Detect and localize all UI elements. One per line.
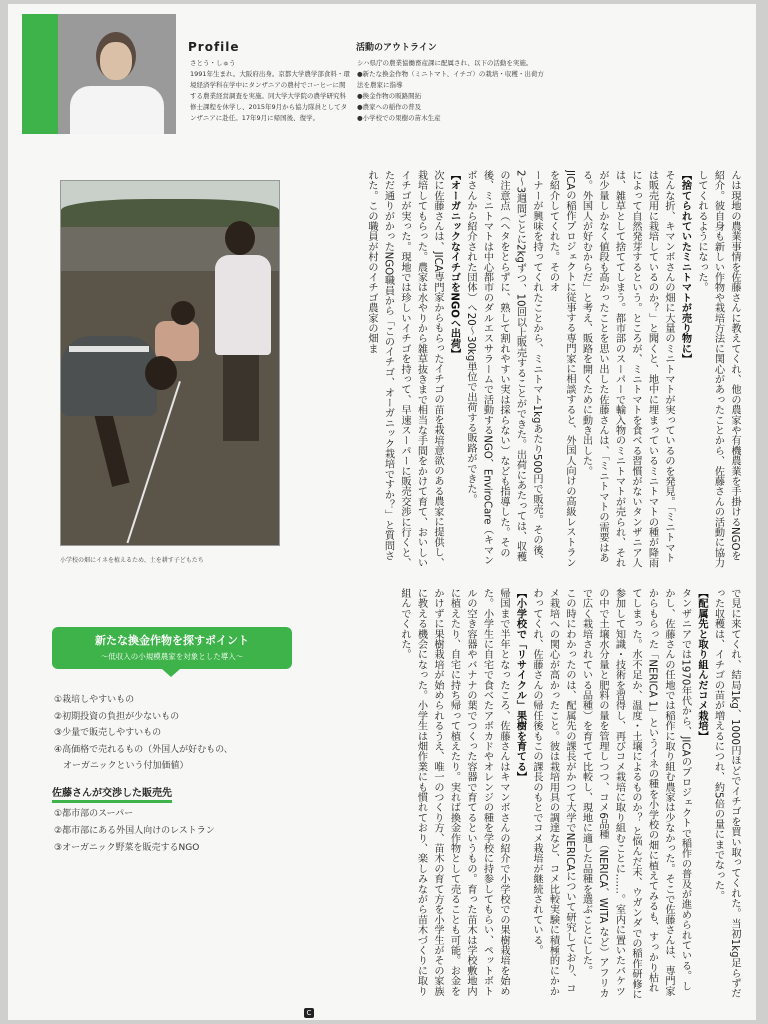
- point-item: ①栽培しやすいもの: [54, 695, 135, 705]
- portrait-face: [100, 42, 132, 80]
- body-paragraph: 帰国まで半年となったころ、佐藤さんはキマンボさんの紹介で小学校での果樹栽培を始めた。小学生に自宅で食べたアボカドやオレンジの種を学校に持参してもらい、ペットボトルの空き容器やバナナの葉でつくった容器で育てるというもの。育った苗木は学校敷地内に植えたり、自宅に持ち帰って植えたり。実れば換金作物として売ることも可能。お金をかけずに果樹栽培が始められるうえ、唯一のつくり方、苗木の育て方を小学生がその家族に教える機会になった。小学生は畑作業にも慣れており、楽しみながら苗木づくりに取り組んでくれた。: [399, 588, 509, 996]
- section-heading-tomato: 【捨てられていたミニトマトが売り物に】: [679, 170, 691, 364]
- body-text-upper: [292, 170, 742, 570]
- section-heading-fruit: 【小学校で「リサイクル」果樹を育てる】: [514, 588, 526, 782]
- outline-block: [357, 58, 547, 124]
- section-heading-rice: 【配属先と取り組んだコメ栽培】: [696, 588, 707, 741]
- point-item: オーガニックという付加価値）: [54, 761, 189, 771]
- body-paragraph: そんな折、キマンボさんの畑に大量のミニトマトが実っているのを発見。「ミニトマトは販売用に栽培しているのか？」と聞くと、地中に埋まっているミニトマトの種が降雨によって自然発芽するという。ところが、ミニトマトを食べる習慣がないタンザニア人は、雑草として捨ててしまう。都市部のスーパーで輸入物のミニトマトが売られ、それが少量しかなく値段も高かったことを思い出した佐藤さんは、「ミニトマトの需要はある。外国人が好むからだ」と考え、販路を開くために動き出した。: [580, 170, 674, 568]
- point-item: ③少量で販売しやすいもの: [54, 728, 162, 738]
- outline-intro: シハ県庁の農業協働畜産課に配属され、以下の活動を実施。: [357, 59, 533, 67]
- body-paragraph: タンザニアでは1970年代から、JICAのプロジェクトで稲作の普及が進められている。しかし、佐藤さんの任地では稲作に取り組む農家は少なかった。そこで佐藤さんは、専門家からもらった「NERICA 1」というイネの種を小学校の畑に植えてみるも、すっかり枯れてしまった。水不足か、温度・土壌によるものか？ と悩んだ末、ウガンダでの稲作研修に参加して知識・技術を習得し、再びコメ栽培に取り組むことに……。室内に置いたバケツの中で土壌水分量と肥料の量を管理しつつ、コメ6品種（NERICA、WITA など）アフリカで広く栽培されている品種）を育てて比較し、現地に適した品種を選ぶことにした。: [580, 588, 691, 1000]
- points-box-header: [52, 627, 292, 669]
- body-text-lower: [300, 588, 742, 1000]
- point-item: ④高価格で売れるもの（外国人が好むもの、: [54, 744, 233, 755]
- profile-green-tab: [22, 14, 58, 134]
- points-list: [54, 692, 314, 775]
- photo-child-digging: [61, 336, 181, 526]
- outline-heading: 活動のアウトライン: [356, 43, 437, 53]
- sales-item: ①都市部のスーパー: [54, 809, 134, 819]
- point-item: ②初期投資の負担が少ないもの: [54, 711, 180, 722]
- body-paragraph: ーナーが興味を持ってくれたことから、ミニトマト1kgあたり500円で販売。その後、2〜3週間ごとに2kgずつ、10回以上販売することができた。出荷にあたっては、収穫の注意点（ヘタをとらずに、熟して割れやすい実は採らない）なども指導した。その後、ミニトマトは中心都市のダルエスサラームで活動するNGO、EnviroCare（キマンボさんから紹介された団体）へ20〜30kg単位で出荷する販路ができた。: [465, 170, 542, 566]
- sales-item: ③オーガニック野菜を販売するNGO: [54, 843, 200, 853]
- body-paragraph: この時にわかったのは、配属先の課長がかつて大学でNERICAについて研究しており、コメ栽培への関心が高かったこと。彼は栽培用具の調達など、コメ比較実験に積極的にかかわってくれ、佐藤さんの帰任後もこの課長のもとでコメ栽培が継続されている。: [531, 588, 575, 996]
- sales-heading: 佐藤さんが交渉した販売先: [52, 784, 172, 803]
- outline-item: ●農家への稲作の普及: [357, 103, 422, 111]
- children-field-photo: [60, 180, 280, 546]
- section-heading-strawberry: 【オーガニックなイチゴをNGOへ出荷】: [448, 170, 460, 359]
- profile-heading: Profile: [188, 40, 240, 54]
- body-paragraph: JICAの稲作プロジェクトに従事する専門家に相談すると、外国人向けの高級レストランを紹介してくれた。そのオ: [547, 170, 575, 568]
- outline-item: ●新たな換金作物（ミニトマト、イチゴ）の栽培・収穫・出荷方法を農家に指導: [357, 70, 544, 89]
- body-paragraph: 次に佐藤さんは、JICA専門家からもらったイチゴの苗を栽培意欲のある農家に提供し、栽培してもらった。農家は水やりから雑草抜きまで相当な手間をかけて育て、おいしいイチゴが実った。現地では珍しいイチゴを持って、早速スーパーに販売交渉に行くと、ただ通りがかったNGO職員から「このイチゴ、オーガニック栽培ですか？」と質問された。この職員が村のイチゴ農家の畑ま: [366, 170, 443, 568]
- portrait-shirt: [70, 86, 164, 134]
- points-box-arrow: [162, 669, 180, 677]
- profile-bio: 1991年生まれ。大阪府出身。京都大学農学部食料・環境経済学科在学中にタンザニアの農村でコーヒーに関する農業経営調査を実施。同大学大学院の農学研究科修士課程を休学し、2015年9月から協力隊員としてタンザニアに赴任。17年9月に帰国後、復学。: [190, 70, 350, 122]
- outline-item: ●換金作物の販路開拓: [357, 92, 422, 100]
- profile-portrait: [58, 14, 176, 134]
- body-paragraph: んは現地の農業事情を佐藤さんに教えてくれ、他の農家や有機農業を手掛けるNGOを紹介。彼自身も新しい作物や栽培方法に関心があったことから、佐藤さんの活動に協力してくれるようになった。: [696, 170, 740, 568]
- sales-list: [54, 806, 314, 857]
- profile-name: さとう・しゅう: [190, 59, 236, 67]
- sales-item: ②都市部にある外国人向けのレストラン: [54, 826, 215, 836]
- profile-bio-block: [190, 58, 350, 124]
- body-paragraph: で見に来てくれ、結局1kg、1000円ほどでイチゴを買い取ってくれた。当初1kg足らずだった収穫は、イチゴの苗が増えるにつれ、約5倍の量にまでなった。: [712, 588, 740, 999]
- photo-child-standing: [211, 221, 271, 451]
- photo-caption: 小学校の畑にイネを植えるため、土を耕す子どもたち: [60, 557, 204, 564]
- outline-item: ●小学校での果樹の苗木生産: [357, 114, 441, 122]
- end-mark: C: [304, 1008, 314, 1018]
- points-box-title: 新たな換金作物を探すポイント: [95, 634, 249, 647]
- points-box-subtitle: 〜低収入の小規模農家を対象とした導入〜: [100, 652, 244, 661]
